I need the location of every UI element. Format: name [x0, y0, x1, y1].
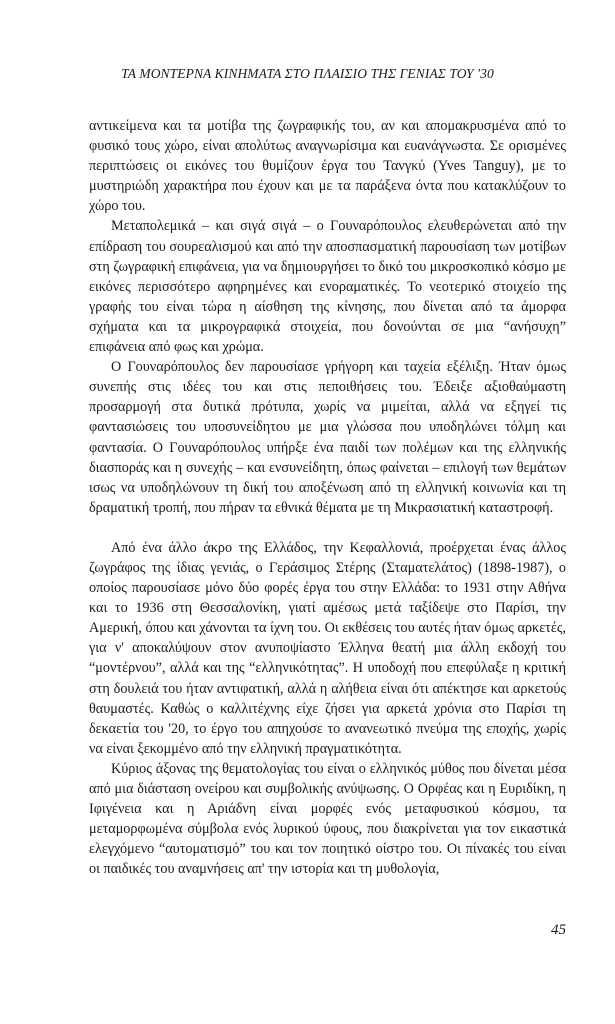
body-text	[89, 116, 566, 879]
page-number: 45	[551, 922, 566, 938]
paragraph: Ο Γουναρόπουλος δεν παρουσίασε γρήγορη και ταχεία εξέλιξη. Ήταν όμως συνεπής στις ιδέες του και στις πεποιθήσεις του. Έδειξε αξιοθαύμαστη προσαρμογή στα δυτικά πρότυπα, χωρίς να μιμείται, αλλά να εξηγεί τις φαντασιώσεις του υποσυνείδητου με μια γλώσσα που υποδηλώνει τόλμη και φαντασία. Ο Γουναρόπουλος υπήρξε ένα παιδί των πολέμων και της ελληνικής διασποράς και η συνεχής – και ενσυνείδητη, όπως φαίνεται – επιλογή των θεμάτων ισως να υποδηλώνουν τη δική του αποξένωση από τη ελληνική κοινωνία και τη δραματική τροπή, που πήραν τα εθνικά θέματα με τη Μικρασιατική καταστροφή.	[89, 359, 566, 516]
paragraph: Μεταπολεμικά – και σιγά σιγά – ο Γουναρόπουλος ελευθερώνεται από την επίδραση του σουρεαλισμού και από την αποσπασματική παρουσίαση των μοτίβων στη ζωγραφική επιφάνεια, για να δημιουργήσει το δικό του μικροσκοπικό κόσμο με εικόνες περισσότερο αφηρημένες και ενοραματικές. Το νεοτερικό στοιχείο της γραφής του είναι τώρα η αίσθηση της κίνησης, που δίνεται από τα άμορφα σχήματα και τα μικρογραφικά στοιχεία, που δονούνται σε μια “ανήσυχη” επιφάνεια από φως και χρώμα.	[89, 218, 566, 356]
paragraph: Από ένα άλλο άκρο της Ελλάδος, την Κεφαλλονιά, προέρχεται ένας άλλος ζωγράφος της ίδιας γενιάς, ο Γεράσιμος Στέρης (Σταματελάτος) (1898-1987), ο οποίος παρουσίασε μόνο δύο φορές έργα του στην Ελλάδα: το 1931 στην Αθήνα και το 1936 στη Θεσσαλονίκη, γιατί αμέσως μετά ταξίδεψε στο Παρίσι, την Αμερική, όπου και χάνονται τα ίχνη του. Οι εκθέσεις του αυτές ήταν όμως αρκετές, για ν' αποκαλύψουν στον ανυποψίαστο Έλληνα θεατή μια άλλη εκδοχή του “μοντέρνου”, αλλά και της “ελληνικότητας”. Η υποδοχή που επεφύλαξε η κριτική στη δουλειά του ήταν αντιφατική, αλλά η αλήθεια είναι ότι απέκτησε και αρκετούς θαυμαστές. Καθώς ο καλλιτέχνης είχε ζήσει για αρκετά χρόνια στο Παρίσι τη δεκαετία του '20, το έργο του απηχούσε το ανανεωτικό πνεύμα της εποχής, χωρίς να είναι ξεκομμένο από την ελληνική πραγματικότητα.	[89, 539, 566, 757]
running-header: ΤΑ ΜΟΝΤΕΡΝΑ ΚΙΝΗΜΑΤΑ ΣΤΟ ΠΛΑΙΣΙΟ ΤΗΣ ΓΕΝΙΑΣ ΤΟΥ '30	[121, 66, 494, 81]
paragraph: Κύριος άξονας της θεματολογίας του είναι ο ελληνικός μύθος που δίνεται μέσα από μια διάσταση ονείρου και συμβολικής ανύψωσης. Ο Ορφέας και η Ευριδίκη, η Ιφιγένεια και η Αριάδνη είναι μορφές ενός μεταφυσικού κόσμου, τα μεταμορφωμένα σύμβολα ενός λυρικού ύφους, που διακρίνεται για τον εικαστικά ελεγχόμενο “αυτοματισμό” του και τον ποιητικό οίστρο του. Οι πίνακές του είναι οι παιδικές του αναμνήσεις απ' την ιστορία και τη μυθολογία,	[89, 760, 566, 878]
paragraph-continuation: αντικείμενα και τα μοτίβα της ζωγραφικής του, αν και απομακρυσμένα από το φυσικό τους χώρο, είναι απολύτως αναγνωρίσιμα και ευανάγνωστα. Σε ορισμένες περιπτώσεις οι εικόνες του θυμίζουν έργα του Τανγκύ (Yves Tanguy), με το μυστηριώδη χαρακτήρα που έχουν και με τα παράξενα όντα που κατακλύζουν το χώρο του.	[89, 118, 566, 215]
